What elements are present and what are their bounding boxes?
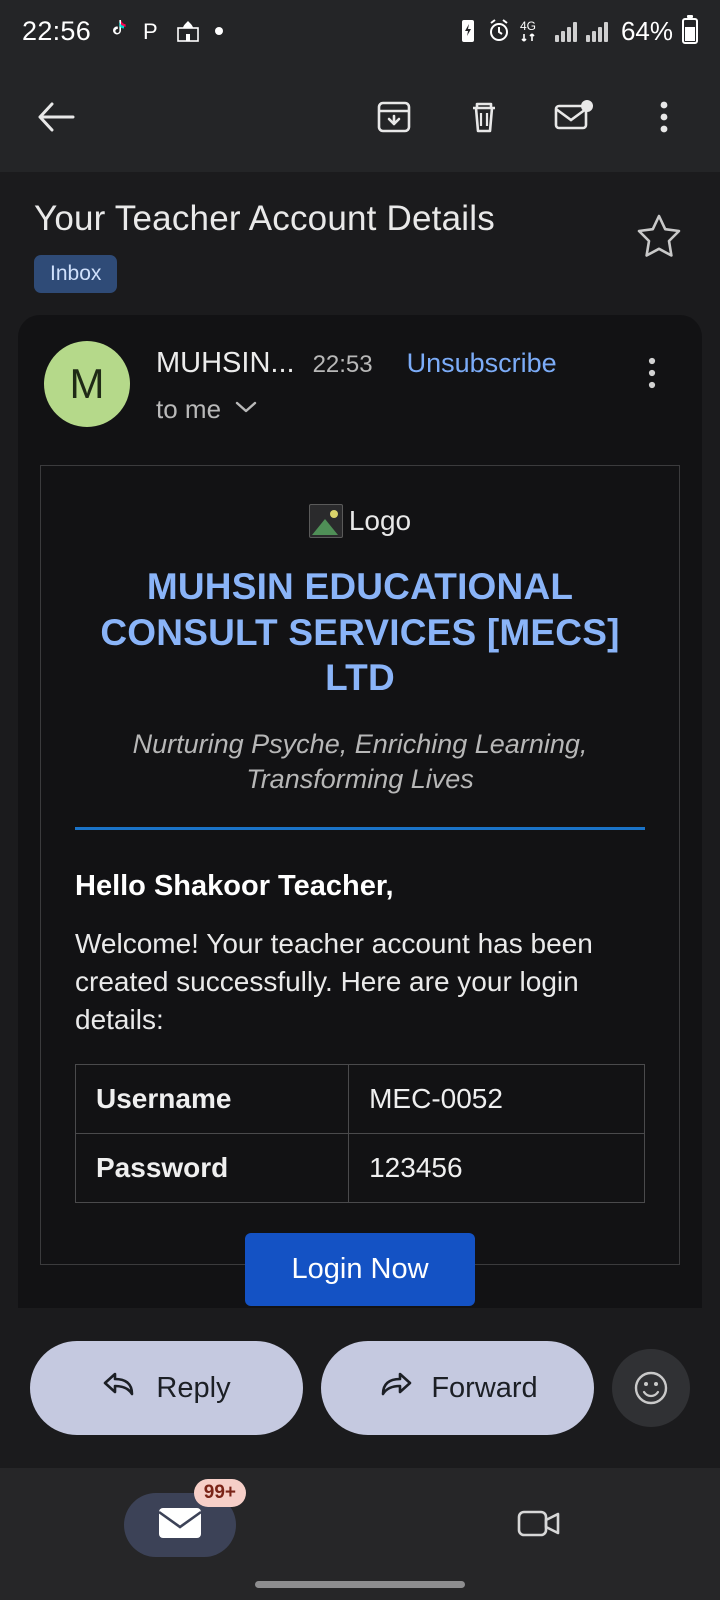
credentials-table <box>75 1064 645 1203</box>
battery-icon <box>682 18 698 44</box>
email-greeting: Hello Shakoor Teacher, <box>75 869 394 902</box>
label-chip-inbox[interactable]: Inbox <box>34 255 117 293</box>
page-title: Your Teacher Account Details <box>34 199 495 238</box>
forward-button[interactable] <box>321 1341 594 1435</box>
message-time: 22:53 <box>312 351 373 379</box>
chevron-down-icon[interactable] <box>233 399 259 420</box>
more-options-icon[interactable] <box>632 85 696 149</box>
email-body <box>40 465 680 1286</box>
avatar: M <box>44 341 130 427</box>
credential-value: MEC-0052 <box>349 1065 645 1134</box>
organization-title: MUHSIN EDUCATIONAL CONSULT SERVICES [MECS] LTD <box>100 566 620 699</box>
home-indicator <box>255 1581 465 1588</box>
nav-item-mail[interactable] <box>124 1482 236 1557</box>
status-notification-icons <box>106 18 225 44</box>
sender-row[interactable] <box>18 341 702 427</box>
logo-alt-text: Logo <box>348 505 412 537</box>
sender-name: MUHSIN... <box>156 347 295 380</box>
battery-percent: 64% <box>620 15 673 46</box>
back-arrow-icon[interactable] <box>24 85 88 149</box>
archive-icon[interactable] <box>362 85 426 149</box>
emoji-reaction-icon[interactable] <box>612 1349 690 1427</box>
email-intro: Welcome! Your teacher account has been created successfully. Here are your login details: <box>75 927 593 1035</box>
reply-label: Reply <box>156 1371 231 1404</box>
4g-data-icon <box>520 18 546 44</box>
mail-unread-badge: 99+ <box>194 1479 246 1507</box>
alarm-icon <box>487 18 511 44</box>
forward-arrow-icon <box>377 1369 413 1407</box>
table-row <box>76 1065 645 1134</box>
video-meet-icon <box>516 1506 564 1545</box>
unsubscribe-link[interactable]: Unsubscribe <box>406 348 557 379</box>
svg-text:P: P <box>143 19 158 44</box>
forward-label: Forward <box>431 1371 538 1404</box>
status-system-icons <box>458 16 698 47</box>
signal-2-icon <box>586 20 608 42</box>
table-row <box>76 1134 645 1203</box>
reply-button[interactable] <box>30 1341 303 1435</box>
message-more-icon[interactable] <box>624 345 680 401</box>
bottom-nav <box>0 1468 720 1600</box>
mark-unread-icon[interactable] <box>542 85 606 149</box>
dot-indicator-icon <box>213 25 225 37</box>
recipient-label: to me <box>156 394 222 425</box>
svg-text:4G: 4G <box>519 19 536 33</box>
mosque-app-icon <box>176 18 200 44</box>
credential-key: Password <box>76 1134 349 1203</box>
delete-icon[interactable] <box>452 85 516 149</box>
organization-tagline: Nurturing Psyche, Enriching Learning, Transforming Lives <box>132 728 588 794</box>
logo-placeholder <box>75 504 645 538</box>
nav-item-meet[interactable] <box>484 1493 596 1557</box>
p-app-icon <box>143 18 163 44</box>
reply-arrow-icon <box>102 1369 138 1407</box>
broken-image-icon <box>309 504 343 538</box>
signal-1-icon <box>555 20 577 42</box>
status-bar <box>0 0 720 62</box>
login-now-button[interactable]: Login Now <box>245 1233 474 1306</box>
mail-icon <box>157 1505 203 1546</box>
subject-area <box>0 172 720 293</box>
divider <box>75 827 645 830</box>
recipient-row[interactable] <box>156 394 624 425</box>
tiktok-icon <box>106 18 130 44</box>
credential-value: 123456 <box>349 1134 645 1203</box>
star-outline-icon[interactable] <box>628 206 690 268</box>
action-bar <box>0 62 720 172</box>
status-clock: 22:56 <box>22 15 92 46</box>
vibrate-icon <box>458 18 478 44</box>
credential-key: Username <box>76 1065 349 1134</box>
reply-bar <box>0 1308 720 1468</box>
